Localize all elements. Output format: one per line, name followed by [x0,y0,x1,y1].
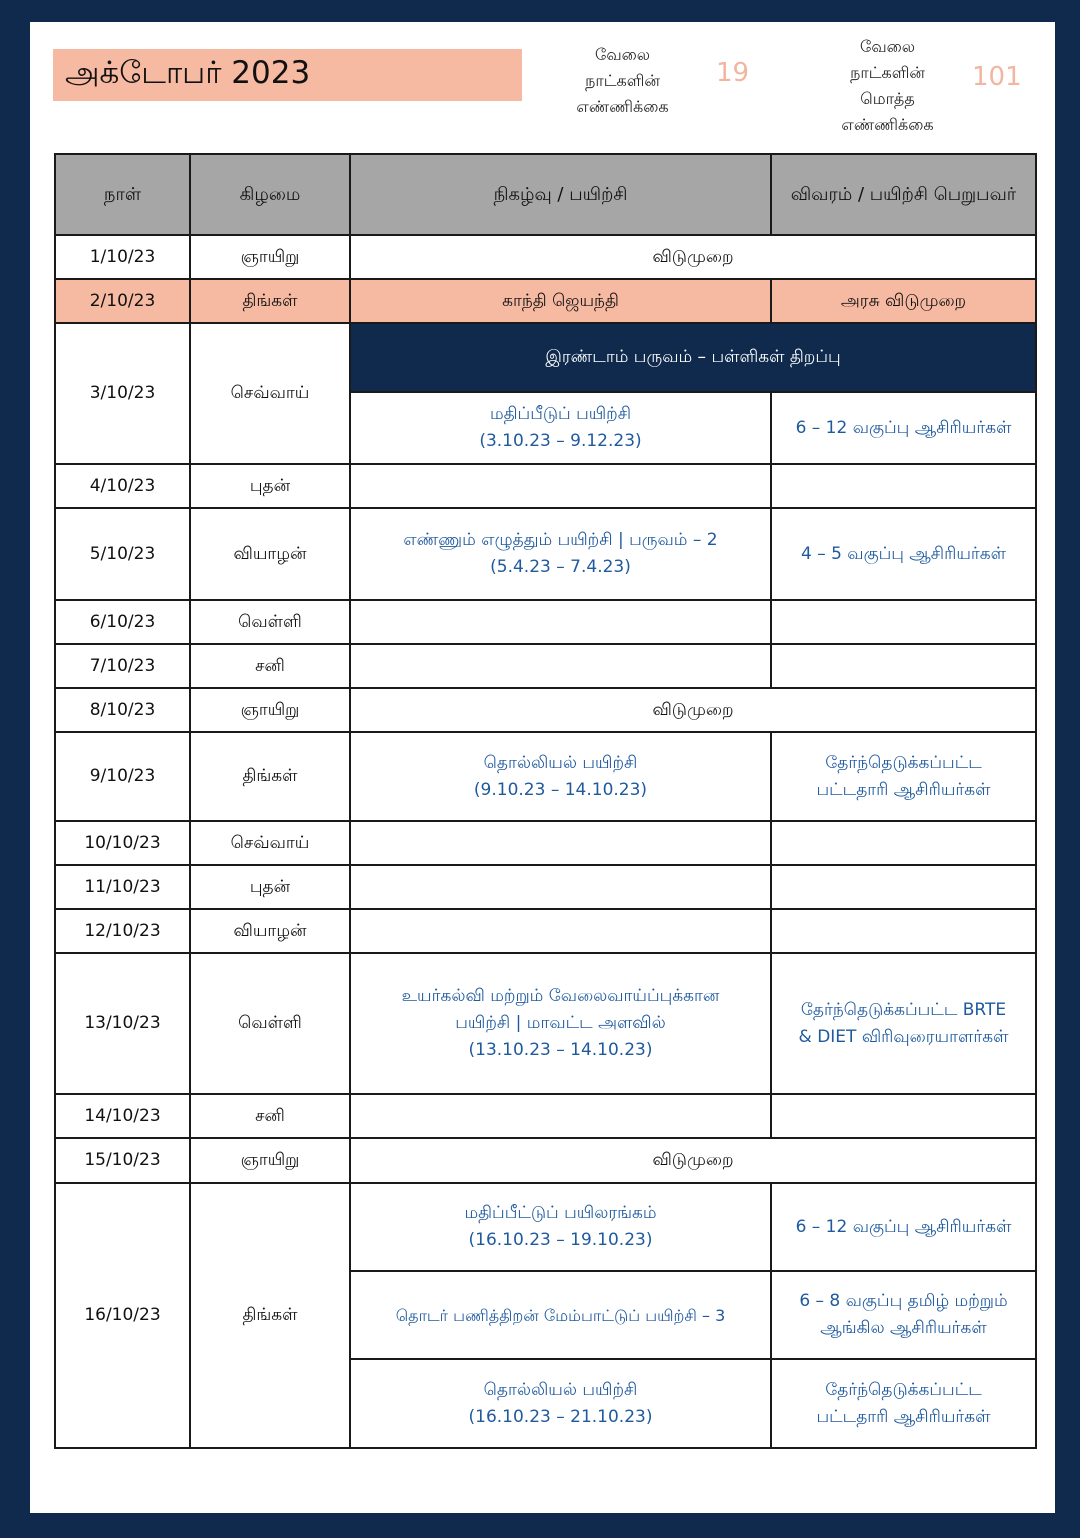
details-cell: 4 – 5 வகுப்பு ஆசிரியர்கள் [771,508,1036,600]
table-row [55,279,1036,323]
header-details: விவரம் / பயிற்சி பெறுபவர் [771,154,1036,235]
event-cell [350,600,771,644]
working-days-label [550,42,695,120]
event-cell [350,953,771,1094]
event-cell [350,909,771,953]
working-days-label-line: நாட்களின் [585,71,660,90]
table-row [55,600,1036,644]
working-days-value: 19 [716,58,750,88]
table-row [55,909,1036,953]
details-cell: 6 – 12 வகுப்பு ஆசிரியர்கள் [771,1183,1036,1271]
event-cell [350,732,771,821]
details-cell [771,600,1036,644]
total-working-days-value: 101 [972,62,1022,92]
details-cell [771,464,1036,508]
day-cell: வியாழன் [190,508,350,600]
holiday-cell: விடுமுறை [350,688,1036,732]
event-cell [350,1183,771,1271]
date-cell: 10/10/23 [55,821,190,865]
day-cell: சனி [190,1094,350,1138]
date-cell: 1/10/23 [55,235,190,279]
details-cell [771,1271,1036,1359]
day-cell: திங்கள் [190,732,350,821]
date-cell: 14/10/23 [55,1094,190,1138]
day-cell: சனி [190,644,350,688]
date-cell: 8/10/23 [55,688,190,732]
total-working-days-label [820,34,955,138]
date-cell: 12/10/23 [55,909,190,953]
day-cell: திங்கள் [190,1183,350,1448]
table-row [55,1183,1036,1271]
event-cell [350,392,771,464]
day-cell: ஞாயிறு [190,235,350,279]
day-cell: ஞாயிறு [190,1138,350,1183]
table-row [55,865,1036,909]
total-working-days-label-line: வேலை [859,37,916,56]
table-row [55,1138,1036,1183]
table-row [55,821,1036,865]
event-title-line: உயர்கல்வி மற்றும் வேலைவாய்ப்புக்கான [401,986,720,1006]
date-cell: 7/10/23 [55,644,190,688]
table-row [55,644,1036,688]
total-working-days-label-line: எண்ணிக்கை [841,115,934,134]
event-dates: (16.10.23 – 19.10.23) [468,1230,653,1250]
holiday-cell: விடுமுறை [350,1138,1036,1183]
details-line: தேர்ந்தெடுக்கப்பட்ட [825,1379,982,1400]
month-title: அக்டோபர் 2023 [53,49,522,101]
total-working-days-label-line: மொத்த [860,89,915,108]
date-cell: 5/10/23 [55,508,190,600]
date-cell: 15/10/23 [55,1138,190,1183]
table-row [55,688,1036,732]
date-cell: 9/10/23 [55,732,190,821]
details-cell [771,821,1036,865]
day-cell: வெள்ளி [190,953,350,1094]
date-cell: 6/10/23 [55,600,190,644]
details-cell [771,909,1036,953]
table-header-row [55,154,1036,235]
date-cell: 4/10/23 [55,464,190,508]
event-title: மதிப்பீடுப் பயிற்சி [489,404,632,424]
details-cell: 6 – 12 வகுப்பு ஆசிரியர்கள் [771,392,1036,464]
table-row [55,953,1036,1094]
event-title: தொல்லியல் பயிற்சி [483,1379,638,1400]
header-date: நாள் [55,154,190,235]
details-line: ஆங்கில ஆசிரியர்கள் [820,1318,987,1338]
schedule-table [54,153,1037,1449]
table-row [55,235,1036,279]
event-title: மதிப்பீட்டுப் பயிலரங்கம் [464,1203,657,1223]
event-title: தொல்லியல் பயிற்சி [483,752,638,773]
date-cell: 11/10/23 [55,865,190,909]
table-row [55,1094,1036,1138]
header-day: கிழமை [190,154,350,235]
day-cell: செவ்வாய் [190,323,350,464]
day-cell: ஞாயிறு [190,688,350,732]
event-cell [350,821,771,865]
table-row [55,323,1036,392]
event-cell: காந்தி ஜெயந்தி [350,279,771,323]
term-banner: இரண்டாம் பருவம் – பள்ளிகள் திறப்பு [350,323,1036,392]
details-line: & DIET விரிவுரையாளர்கள் [798,1026,1009,1047]
details-line: பட்டதாரி ஆசிரியர்கள் [816,1406,991,1427]
day-cell: புதன் [190,865,350,909]
working-days-label-line: வேலை [594,45,651,64]
details-cell [771,1094,1036,1138]
header-event: நிகழ்வு / பயிற்சி [350,154,771,235]
calendar-page [30,22,1055,1513]
table-row [55,732,1036,821]
event-cell [350,1094,771,1138]
details-cell [771,1359,1036,1448]
date-cell: 3/10/23 [55,323,190,464]
day-cell: திங்கள் [190,279,350,323]
details-line: பட்டதாரி ஆசிரியர்கள் [816,779,991,800]
details-line: 6 – 8 வகுப்பு தமிழ் மற்றும் [799,1291,1008,1311]
day-cell: வியாழன் [190,909,350,953]
date-cell: 16/10/23 [55,1183,190,1448]
day-cell: செவ்வாய் [190,821,350,865]
working-days-label-line: எண்ணிக்கை [576,97,669,116]
total-working-days-label-line: நாட்களின் [850,63,925,82]
event-title-line: பயிற்சி | மாவட்ட அளவில் [455,1013,666,1033]
table-row [55,508,1036,600]
event-cell [350,1359,771,1448]
details-line: தேர்ந்தெடுக்கப்பட்ட BRTE [800,999,1007,1020]
event-cell [350,508,771,600]
details-cell: அரசு விடுமுறை [771,279,1036,323]
event-dates: (9.10.23 – 14.10.23) [473,779,648,800]
date-cell: 2/10/23 [55,279,190,323]
date-cell: 13/10/23 [55,953,190,1094]
event-title: எண்ணும் எழுத்தும் பயிற்சி | பருவம் – 2 [403,530,718,550]
event-dates: (13.10.23 – 14.10.23) [468,1040,653,1060]
table-row [55,464,1036,508]
event-dates: (16.10.23 – 21.10.23) [468,1406,653,1427]
details-cell [771,953,1036,1094]
details-cell [771,644,1036,688]
details-cell [771,865,1036,909]
event-dates: (5.4.23 – 7.4.23) [490,557,631,577]
holiday-cell: விடுமுறை [350,235,1036,279]
event-cell [350,464,771,508]
event-cell [350,865,771,909]
details-line: தேர்ந்தெடுக்கப்பட்ட [825,752,982,773]
details-cell [771,732,1036,821]
event-dates: (3.10.23 – 9.12.23) [479,431,642,451]
event-cell [350,644,771,688]
day-cell: வெள்ளி [190,600,350,644]
day-cell: புதன் [190,464,350,508]
event-cell: தொடர் பணித்திறன் மேம்பாட்டுப் பயிற்சி – 3 [350,1271,771,1359]
